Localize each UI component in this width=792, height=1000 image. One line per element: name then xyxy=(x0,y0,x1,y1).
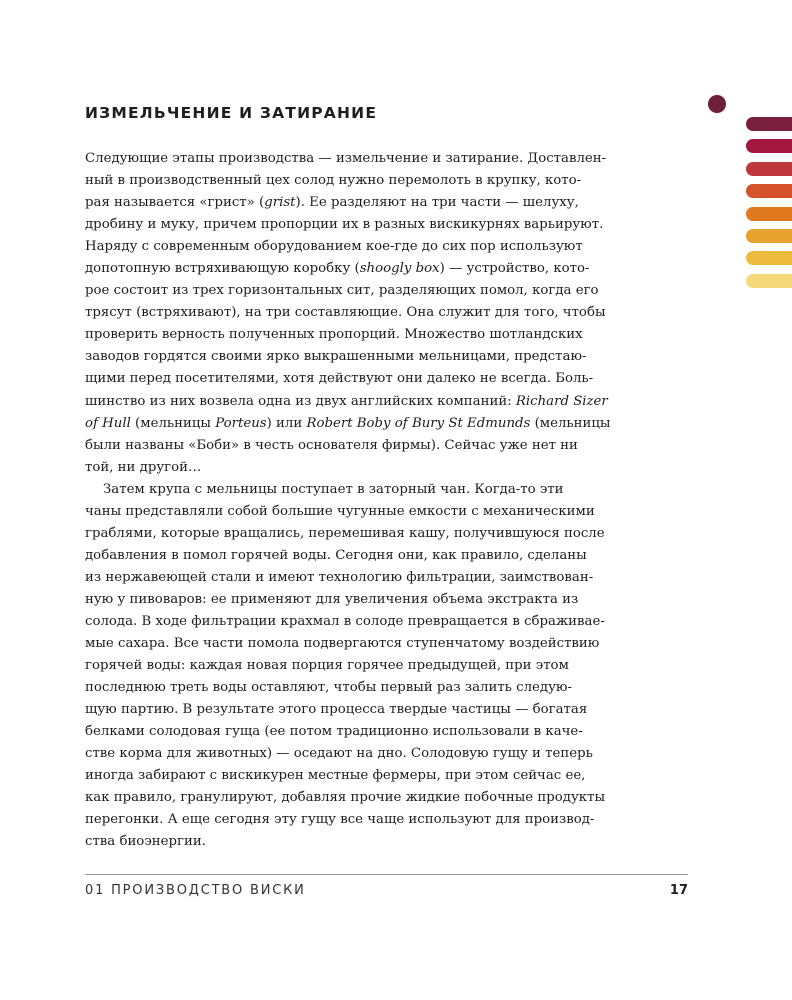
text-line: иногда забирают с вискикурен местные фермеры, при этом сейчас ее, xyxy=(85,768,586,784)
color-stripe xyxy=(746,229,792,243)
text-line: ную у пивоваров: ее применяют для увеличения объема экстракта из xyxy=(85,591,579,607)
text-line: той, ни другой… xyxy=(85,459,202,475)
color-stripe xyxy=(746,117,792,131)
text-line: трясут (встряхивают), на три составляющие. Она служит для того, чтобы xyxy=(85,305,606,321)
text-line: как правило, гранулируют, добавляя прочие жидкие побочные продукты xyxy=(85,790,606,806)
text-line: ный в производственный цех солод нужно перемолоть в крупку, кото- xyxy=(85,173,582,189)
text-line: Следующие этапы производства — измельчение и затирание. Доставлен- xyxy=(85,151,607,166)
text-line: допотопную встряхивающую коробку (shoogly box) — устройство, кото- xyxy=(85,261,590,277)
text-line: Затем крупа с мельницы поступает в заторный чан. Когда-то эти xyxy=(103,481,564,497)
text-line: рое состоит из трех горизонтальных сит, разделяющих помол, когда его xyxy=(85,283,599,299)
text-line: последнюю треть воды оставляют, чтобы первый раз залить следую- xyxy=(85,680,572,696)
text-line: щими перед посетителями, хотя действуют они далеко не всегда. Боль- xyxy=(85,371,594,387)
text-line: of Hull (мельницы Porteus) или Robert Boby of Bury St Edmunds (мельницы xyxy=(85,415,611,431)
text-line: граблями, которые вращались, перемешивая кашу, получившуюся после xyxy=(85,525,605,541)
color-stripe xyxy=(746,251,792,265)
text-line: проверить верность полученных пропорций. Множество шотландских xyxy=(85,327,583,343)
footer-divider xyxy=(85,874,688,875)
text-line: дробину и муку, причем пропорции их в разных вискикурнях варьируют. xyxy=(85,217,604,233)
color-stripe xyxy=(746,207,792,221)
accent-dot xyxy=(708,95,726,113)
text-line: стве корма для животных) — оседают на дно. Солодовую гущу и теперь xyxy=(85,746,593,762)
text-line: добавления в помол горячей воды. Сегодня они, как правило, сделаны xyxy=(85,547,587,563)
text-line: были названы «Боби» в честь основателя фирмы). Сейчас уже нет ни xyxy=(85,437,578,453)
text-line: перегонки. А еще сегодня эту гущу все чаще используют для производ- xyxy=(85,812,595,828)
chapter-footer: 01 ПРОИЗВОДСТВО ВИСКИ xyxy=(85,883,306,898)
text-line: белками солодовая гуща (ее потом традиционно использовали в каче- xyxy=(85,724,583,740)
section-heading: ИЗМЕЛЬЧЕНИЕ И ЗАТИРАНИЕ xyxy=(85,104,378,122)
text-line: солода. В ходе фильтрации крахмал в солоде превращается в сбраживае- xyxy=(85,613,605,629)
text-line: рая называется «грист» (grist). Ее разделяют на три части — шелуху, xyxy=(85,195,579,211)
text-line: мые сахара. Все части помола подвергаются ступенчатому воздействию xyxy=(85,636,600,652)
text-line: заводов гордятся своими ярко выкрашенными мельницами, предстаю- xyxy=(85,349,587,365)
text-line: щую партию. В результате этого процесса твердые частицы — богатая xyxy=(85,702,588,718)
color-stripe xyxy=(746,139,792,153)
color-stripe xyxy=(746,274,792,288)
page-number: 17 xyxy=(669,883,688,898)
paragraph-1 xyxy=(85,148,611,479)
text-line: ства биоэнергии. xyxy=(85,834,206,850)
body-text xyxy=(85,148,611,854)
text-line: горячей воды: каждая новая порция горячее предыдущей, при этом xyxy=(85,658,569,674)
color-stripe xyxy=(746,162,792,176)
paragraph-2 xyxy=(85,479,606,854)
text-line: из нержавеющей стали и имеют технологию фильтрации, заимствован- xyxy=(85,569,594,585)
text-line: Наряду с современным оборудованием кое-где до сих пор используют xyxy=(85,239,583,255)
color-stripe xyxy=(746,184,792,198)
text-line: чаны представляли собой большие чугунные емкости с механическими xyxy=(85,503,595,519)
text-line: шинство из них возвела одна из двух английских компаний: Richard Sizer xyxy=(85,393,608,409)
